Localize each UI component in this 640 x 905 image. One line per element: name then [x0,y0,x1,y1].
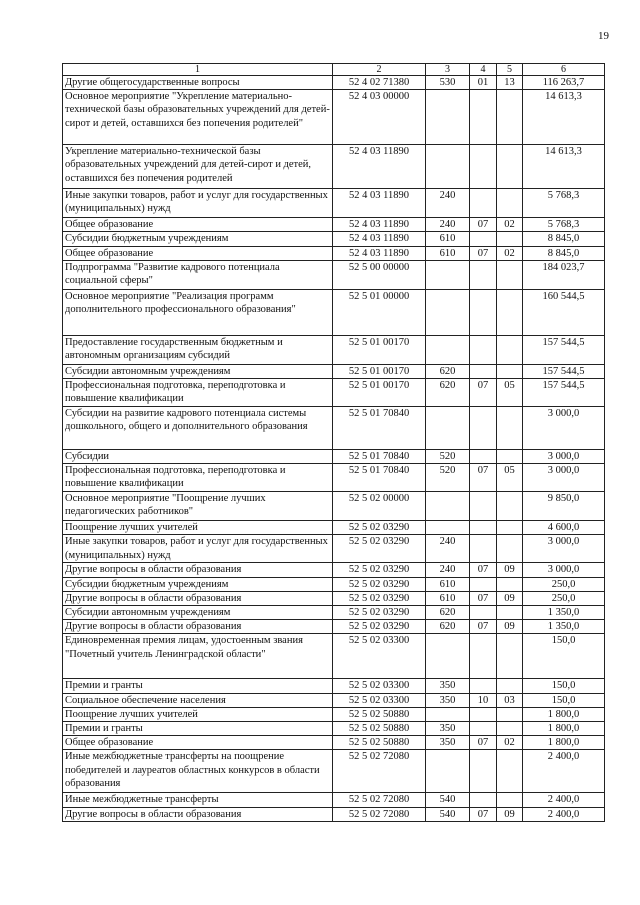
row-name-cell: Основное мероприятие "Укрепление материально-технической базы образовательных учреждений для детей-сирот и детей, оставшихся без попечения родителей" [63,90,333,145]
row-pr-cell [497,364,523,378]
row-code-cell: 52 5 01 70840 [333,407,426,450]
column-header: 2 [333,64,426,76]
row-pr-cell: 13 [497,76,523,90]
row-name-cell: Иные межбюджетные трансферты [63,793,333,807]
table-row [63,807,605,821]
row-pr-cell [497,535,523,563]
row-rz-cell [470,289,497,335]
row-rz-cell: 07 [470,591,497,605]
row-name-cell: Поощрение лучших учителей [63,521,333,535]
row-code-cell: 52 5 02 00000 [333,492,426,521]
table-row [63,577,605,591]
row-pr-cell [497,634,523,679]
row-vr-cell: 620 [426,364,470,378]
row-pr-cell [497,90,523,145]
row-sum-cell: 5 768,3 [523,218,605,232]
column-header: 3 [426,64,470,76]
row-pr-cell [497,521,523,535]
row-code-cell: 52 5 02 50880 [333,722,426,736]
row-code-cell: 52 5 02 03290 [333,535,426,563]
row-vr-cell: 610 [426,577,470,591]
table-row [63,736,605,750]
row-sum-cell: 150,0 [523,679,605,693]
row-sum-cell: 1 800,0 [523,736,605,750]
row-vr-cell: 610 [426,232,470,246]
row-vr-cell [426,335,470,364]
table-row [63,246,605,260]
row-rz-cell [470,492,497,521]
row-sum-cell: 3 000,0 [523,535,605,563]
row-vr-cell: 610 [426,246,470,260]
row-name-cell: Поощрение лучших учителей [63,707,333,721]
row-rz-cell: 10 [470,693,497,707]
row-sum-cell: 150,0 [523,634,605,679]
row-sum-cell: 2 400,0 [523,807,605,821]
row-rz-cell [470,450,497,464]
row-pr-cell [497,707,523,721]
row-name-cell: Укрепление материально-технической базы образовательных учреждений для детей-сирот и детей, оставшихся без попечения родителей [63,145,333,189]
row-code-cell: 52 5 02 03300 [333,634,426,679]
row-pr-cell [497,577,523,591]
row-name-cell: Профессиональная подготовка, переподготовка и повышение квалификации [63,379,333,407]
row-sum-cell: 2 400,0 [523,793,605,807]
row-rz-cell [470,577,497,591]
row-name-cell: Социальное обеспечение населения [63,693,333,707]
table-row [63,145,605,189]
row-sum-cell: 3 000,0 [523,563,605,577]
row-vr-cell: 240 [426,189,470,218]
row-rz-cell: 07 [470,379,497,407]
row-vr-cell: 350 [426,693,470,707]
column-header: 5 [497,64,523,76]
row-sum-cell: 8 845,0 [523,246,605,260]
row-pr-cell [497,232,523,246]
table-row [63,335,605,364]
row-rz-cell [470,535,497,563]
row-rz-cell: 07 [470,218,497,232]
table-row [63,707,605,721]
row-pr-cell [497,492,523,521]
row-sum-cell: 250,0 [523,591,605,605]
row-pr-cell: 02 [497,218,523,232]
row-code-cell: 52 5 02 72080 [333,793,426,807]
row-vr-cell [426,492,470,521]
row-rz-cell [470,634,497,679]
row-vr-cell: 520 [426,450,470,464]
row-pr-cell [497,450,523,464]
row-vr-cell: 350 [426,736,470,750]
row-sum-cell: 3 000,0 [523,464,605,492]
row-sum-cell: 5 768,3 [523,189,605,218]
row-rz-cell [470,335,497,364]
page-number: 19 [598,30,609,42]
table-row [63,450,605,464]
row-pr-cell: 05 [497,379,523,407]
row-pr-cell: 09 [497,620,523,634]
row-name-cell: Предоставление государственным бюджетным и автономным организациям субсидий [63,335,333,364]
column-header: 6 [523,64,605,76]
row-vr-cell: 350 [426,679,470,693]
row-sum-cell: 14 613,3 [523,90,605,145]
table-row [63,232,605,246]
row-rz-cell: 01 [470,76,497,90]
row-code-cell: 52 5 01 00170 [333,364,426,378]
row-sum-cell: 184 023,7 [523,260,605,289]
row-rz-cell [470,189,497,218]
row-name-cell: Основное мероприятие "Поощрение лучших педагогических работников" [63,492,333,521]
table-row [63,492,605,521]
row-pr-cell: 02 [497,736,523,750]
table-row [63,563,605,577]
row-code-cell: 52 4 03 11890 [333,246,426,260]
row-pr-cell [497,407,523,450]
row-rz-cell: 07 [470,736,497,750]
row-pr-cell: 02 [497,246,523,260]
row-sum-cell: 116 263,7 [523,76,605,90]
row-rz-cell [470,707,497,721]
table-row [63,218,605,232]
row-vr-cell: 620 [426,620,470,634]
table-row [63,793,605,807]
table-row [63,620,605,634]
row-pr-cell [497,679,523,693]
table-row [63,260,605,289]
row-code-cell: 52 5 02 72080 [333,807,426,821]
row-code-cell: 52 5 02 50880 [333,707,426,721]
row-sum-cell: 1 350,0 [523,620,605,634]
budget-table [62,63,605,822]
row-name-cell: Субсидии автономным учреждениям [63,364,333,378]
row-vr-cell: 530 [426,76,470,90]
row-sum-cell: 14 613,3 [523,145,605,189]
table-row [63,364,605,378]
row-pr-cell [497,793,523,807]
table-row [63,379,605,407]
row-pr-cell: 03 [497,693,523,707]
row-sum-cell: 8 845,0 [523,232,605,246]
row-sum-cell: 157 544,5 [523,379,605,407]
row-sum-cell: 1 800,0 [523,707,605,721]
row-vr-cell: 620 [426,379,470,407]
row-code-cell: 52 5 02 03290 [333,521,426,535]
row-vr-cell: 520 [426,464,470,492]
row-code-cell: 52 5 01 00170 [333,335,426,364]
row-code-cell: 52 5 01 00000 [333,289,426,335]
row-pr-cell: 09 [497,591,523,605]
row-name-cell: Профессиональная подготовка, переподготовка и повышение квалификации [63,464,333,492]
row-code-cell: 52 4 03 11890 [333,145,426,189]
row-pr-cell: 09 [497,807,523,821]
row-code-cell: 52 4 03 00000 [333,90,426,145]
row-pr-cell [497,289,523,335]
table-header-row [63,64,605,76]
row-code-cell: 52 4 03 11890 [333,218,426,232]
row-vr-cell [426,407,470,450]
row-code-cell: 52 4 03 11890 [333,232,426,246]
row-pr-cell [497,722,523,736]
row-rz-cell [470,364,497,378]
row-vr-cell: 350 [426,722,470,736]
row-name-cell: Единовременная премия лицам, удостоенным звания "Почетный учитель Ленинградской области" [63,634,333,679]
row-rz-cell: 07 [470,563,497,577]
row-vr-cell: 240 [426,563,470,577]
row-pr-cell: 09 [497,563,523,577]
row-vr-cell: 540 [426,793,470,807]
row-rz-cell: 07 [470,246,497,260]
row-sum-cell: 1 800,0 [523,722,605,736]
row-vr-cell [426,750,470,793]
row-rz-cell [470,521,497,535]
table-row [63,634,605,679]
row-sum-cell: 1 350,0 [523,606,605,620]
row-name-cell: Другие общегосударственные вопросы [63,76,333,90]
row-name-cell: Общее образование [63,246,333,260]
row-rz-cell [470,145,497,189]
row-name-cell: Другие вопросы в области образования [63,563,333,577]
row-name-cell: Субсидии на развитие кадрового потенциала системы дошкольного, общего и дополнительного образования [63,407,333,450]
row-name-cell: Субсидии бюджетным учреждениям [63,232,333,246]
row-code-cell: 52 5 02 03290 [333,591,426,605]
row-vr-cell: 240 [426,218,470,232]
row-code-cell: 52 5 02 03290 [333,577,426,591]
row-sum-cell: 150,0 [523,693,605,707]
row-code-cell: 52 5 01 70840 [333,464,426,492]
row-pr-cell [497,189,523,218]
table-row [63,591,605,605]
row-rz-cell [470,679,497,693]
row-sum-cell: 250,0 [523,577,605,591]
table-row [63,750,605,793]
row-vr-cell: 540 [426,807,470,821]
table-row [63,535,605,563]
row-sum-cell: 3 000,0 [523,407,605,450]
row-pr-cell [497,335,523,364]
row-rz-cell: 07 [470,464,497,492]
row-sum-cell: 9 850,0 [523,492,605,521]
row-name-cell: Субсидии автономным учреждениям [63,606,333,620]
row-pr-cell [497,606,523,620]
table-row [63,90,605,145]
table-row [63,189,605,218]
row-sum-cell: 4 600,0 [523,521,605,535]
row-vr-cell [426,260,470,289]
row-code-cell: 52 5 02 50880 [333,736,426,750]
row-name-cell: Субсидии [63,450,333,464]
table-row [63,76,605,90]
row-code-cell: 52 5 02 72080 [333,750,426,793]
table-row [63,407,605,450]
row-name-cell: Основное мероприятие "Реализация программ дополнительного профессионального образования" [63,289,333,335]
row-name-cell: Иные закупки товаров, работ и услуг для государственных (муниципальных) нужд [63,189,333,218]
row-sum-cell: 157 544,5 [523,335,605,364]
row-name-cell: Премии и гранты [63,679,333,693]
row-vr-cell [426,145,470,189]
column-header: 4 [470,64,497,76]
row-rz-cell: 07 [470,620,497,634]
row-name-cell: Иные закупки товаров, работ и услуг для государственных (муниципальных) нужд [63,535,333,563]
table-row [63,606,605,620]
row-rz-cell [470,232,497,246]
row-name-cell: Другие вопросы в области образования [63,620,333,634]
row-pr-cell [497,260,523,289]
row-vr-cell: 620 [426,606,470,620]
row-code-cell: 52 5 02 03290 [333,563,426,577]
row-code-cell: 52 4 02 71380 [333,76,426,90]
table-row [63,521,605,535]
row-code-cell: 52 5 01 70840 [333,450,426,464]
table-row [63,693,605,707]
row-rz-cell [470,407,497,450]
row-vr-cell: 240 [426,535,470,563]
row-vr-cell [426,90,470,145]
row-code-cell: 52 5 02 03300 [333,679,426,693]
row-name-cell: Подпрограмма "Развитие кадрового потенциала социальной сферы" [63,260,333,289]
row-rz-cell [470,90,497,145]
row-sum-cell: 2 400,0 [523,750,605,793]
row-code-cell: 52 5 02 03300 [333,693,426,707]
row-pr-cell [497,750,523,793]
row-name-cell: Общее образование [63,736,333,750]
row-vr-cell [426,634,470,679]
row-sum-cell: 157 544,5 [523,364,605,378]
row-rz-cell [470,750,497,793]
row-vr-cell: 610 [426,591,470,605]
table-row [63,722,605,736]
row-rz-cell [470,793,497,807]
table-row [63,679,605,693]
column-header: 1 [63,64,333,76]
table-row [63,289,605,335]
row-code-cell: 52 5 02 03290 [333,620,426,634]
row-name-cell: Премии и гранты [63,722,333,736]
row-vr-cell [426,521,470,535]
row-name-cell: Другие вопросы в области образования [63,807,333,821]
row-code-cell: 52 4 03 11890 [333,189,426,218]
row-rz-cell [470,722,497,736]
row-sum-cell: 160 544,5 [523,289,605,335]
row-name-cell: Субсидии бюджетным учреждениям [63,577,333,591]
row-vr-cell [426,289,470,335]
row-name-cell: Общее образование [63,218,333,232]
row-rz-cell: 07 [470,807,497,821]
row-code-cell: 52 5 01 00170 [333,379,426,407]
row-vr-cell [426,707,470,721]
row-code-cell: 52 5 02 03290 [333,606,426,620]
row-code-cell: 52 5 00 00000 [333,260,426,289]
row-name-cell: Другие вопросы в области образования [63,591,333,605]
row-rz-cell [470,260,497,289]
row-rz-cell [470,606,497,620]
row-pr-cell [497,145,523,189]
row-name-cell: Иные межбюджетные трансферты на поощрение победителей и лауреатов областных конкурсов в области образования [63,750,333,793]
row-sum-cell: 3 000,0 [523,450,605,464]
table-row [63,464,605,492]
row-pr-cell: 05 [497,464,523,492]
